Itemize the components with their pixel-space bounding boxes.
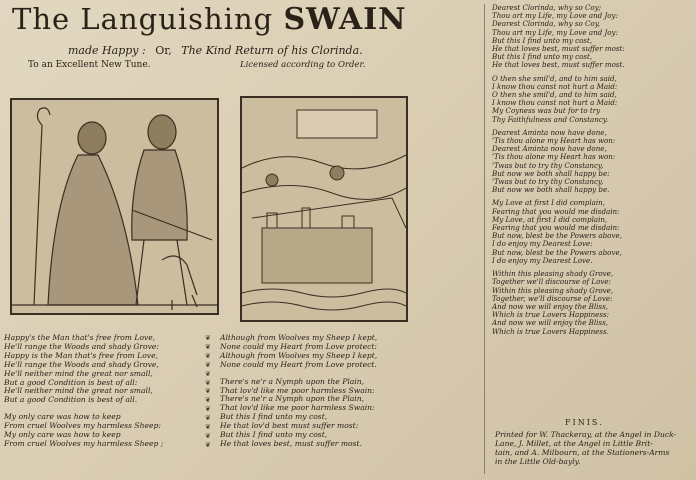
verse-line: Which is true Lovers Happiness. [492,326,609,336]
verse-line: Which is true Lovers Happiness: [492,310,610,320]
verse-line: But a good Condition is best of all: [4,377,138,387]
verse-line: He'll neither mind the great nor small, [4,368,153,378]
verse-line: Within this pleasing shady Grove, [492,285,614,295]
verse-line: 'Twas but to try thy Constancy, [492,177,604,187]
verse-line: But now, blest be the Powers above, [492,247,622,257]
verse-line: 'Twas but to try thy Constancy, [492,160,604,170]
tune-line: To an Excellent New Tune. [28,60,151,70]
verse-line: He that loves best, must suffer most: [492,44,625,54]
imprint-line: Printed for W. Thackeray, at the Angel in Duck- [495,430,677,439]
verse-line: Within this pleasing shady Grove, [492,269,614,279]
verse-line: From cruel Woolves my harmless Sheep: [4,421,161,431]
verse-line: But a good Condition is best of all. [4,395,138,405]
verse-line: Thou art my Life, my Love and Joy: [492,11,618,21]
verse-line: He that loves best, must suffer most. [492,60,625,70]
ballad-subtitle [68,44,363,57]
imprint-block [495,430,676,466]
verse-line: There's ne'r a Nymph upon the Plain, [220,376,365,386]
woodcut-town [240,96,408,322]
verse-line: But this I find unto my cost, [492,52,593,62]
verse-line: There's ne'r a Nymph upon the Plain, [220,394,365,404]
column-ornament: ❦ ❦ ❦ ❦ ❦ ❦ ❦ ❦ ❦ ❦ ❦ ❦ ❦ [205,334,211,449]
verse-line: He'll range the Woods and shady Grove, [4,359,159,369]
verse-line: 'Tis thou alone my Heart has won: [492,136,616,146]
title-pre: The Languishing [12,2,274,36]
verse-line: He'll neither mind the great nor small, [4,386,153,396]
verse-right-column [492,4,625,336]
verse-line: That lov'd like me poor harmless Swain: [220,403,375,413]
imprint-line: Lane, J. Millet, at the Angel in Little Brit- [495,439,653,448]
finis-mark: FINIS. [565,418,604,427]
verse-line: Together we'll discourse of Love: [492,277,611,287]
verse-line: Together, we'll discourse of Love: [492,293,613,303]
woodcut-town-illustration [242,98,406,320]
verse-line: Thou art my Life, my Love and Joy: [492,27,618,37]
verse-line: But this I find unto my cost, [220,412,328,422]
verse-line: That lov'd like me poor harmless Swain: [220,385,375,395]
subtitle-b: The Kind Return of his Clorinda. [181,44,363,57]
verse-line: Dearest Aminta now have done, [492,127,607,137]
verse-line: My Love at first I did complain, [492,198,605,208]
ballad-title [12,2,407,37]
verse-line: None could my Heart from Love protect. [220,359,377,369]
verse-line: I do enjoy my Dearest Love: [492,239,593,249]
verse-line: But now we both shall happy be. [492,185,610,195]
verse-line: Fearing that you would me disdain: [492,223,620,233]
verse-line: But now, blest be the Powers above, [492,231,622,241]
licensed-line: Licensed according to Order. [240,60,366,70]
verse-line: I know thou canst not hurt a Maid: [492,98,618,108]
verse-line: Fearing that you would me disdain: [492,206,620,216]
verse-line: 'Tis thou alone my Heart has won: [492,152,616,162]
verse-line: My only care was how to keep [4,412,121,422]
verse-line: Dearest Clorinda, why so Coy, [492,19,601,29]
verse-middle-column [220,334,377,449]
verse-line: My Coyness was but for to try [492,106,601,116]
imprint-line: tain, and A. Milbourn, at the Stationers-Arms [495,448,670,457]
verse-line: Although from Woolves my Sheep I kept, [220,333,378,342]
woodcut-couple-illustration [12,100,217,313]
verse-line: From cruel Woolves my harmless Sheep ; [4,438,164,448]
verse-line: O then she smil'd, and to him said, [492,90,617,100]
verse-line: Happy's the Man that's free from Love, [4,333,156,342]
verse-line: O then she smil'd, and to him said, [492,73,617,83]
verse-line: My only care was how to keep [4,430,121,440]
verse-line: Thy Faithfulness and Constancy. [492,114,609,124]
verse-line: He that lov'd best must suffer most: [220,421,359,431]
verse-line: I do enjoy my Dearest Love. [492,255,593,265]
subtitle-a: made Happy : [68,44,146,57]
title-main: SWAIN [283,2,407,37]
verse-line: Dearest Clorinda, why so Coy; [492,3,602,12]
verse-line: He'll range the Woods and shady Grove: [4,341,159,351]
verse-left-column [4,334,163,449]
column-divider [484,4,485,474]
verse-line: He that loves best, must suffer most. [220,438,362,448]
verse-line: But this I find unto my cost, [492,35,593,45]
verse-line: My Love, at first I did complain, [492,214,608,224]
verse-line: But this I find unto my cost, [220,430,328,440]
verse-line: Dearest Aminta now have done, [492,144,607,154]
verse-line: Although from Woolves my Sheep I kept, [220,350,378,360]
verse-line: And now we will enjoy the Bliss, [492,318,608,328]
verse-line: Happy is the Man that's free from Love, [4,350,158,360]
verse-line: And now we will enjoy the Bliss, [492,301,608,311]
verse-line: None could my Heart from Love protect: [220,341,377,351]
imprint-line: in the Little Old-bayly. [495,457,581,466]
verse-line: I know thou canst not hurt a Maid: [492,81,618,91]
subtitle-or: Or, [155,44,172,57]
verse-line: But now we both shall happy be: [492,168,610,178]
woodcut-couple [10,98,219,315]
